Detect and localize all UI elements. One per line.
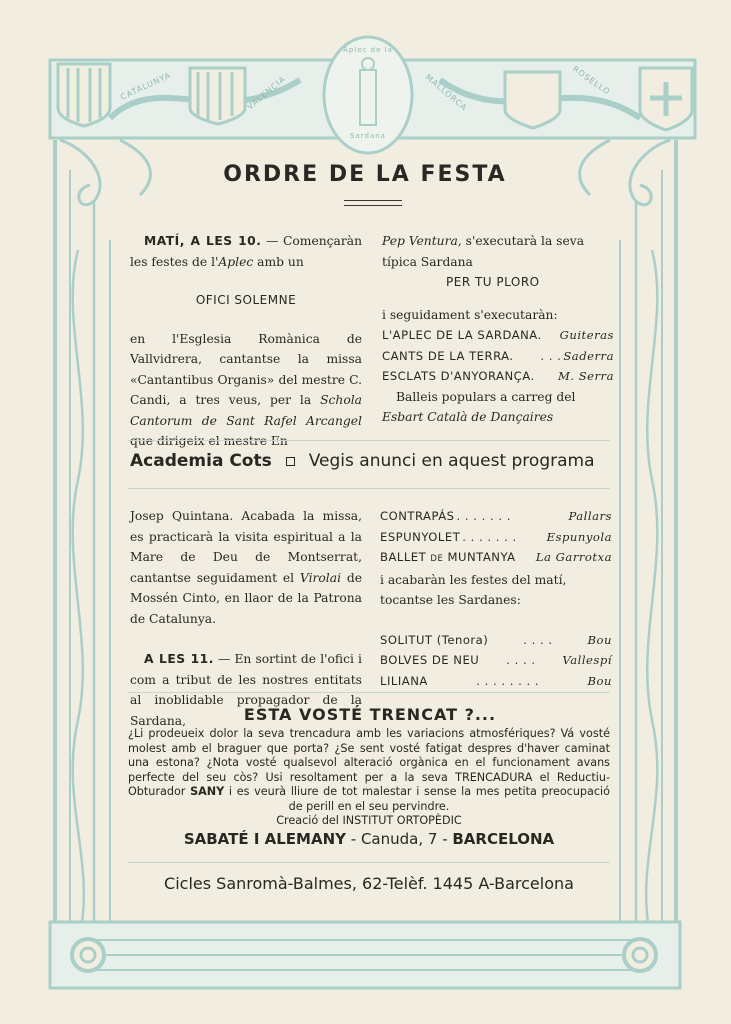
truss-sany: SANY [190, 785, 225, 798]
divider [128, 440, 610, 441]
left-column-2 [130, 506, 362, 731]
mati-tail: amb un [253, 254, 304, 269]
mati-paragraph [130, 231, 362, 272]
ad-academia-cots [130, 451, 610, 471]
esglesia-paragraph [130, 329, 362, 452]
item-composer: Pallars [568, 509, 612, 523]
schola-cantorum: Schola Cantorum de Sant Rafel Arcangel [130, 393, 362, 428]
seguidament: i seguidament s'executaràn: [382, 307, 558, 322]
item-title: LILIANA [380, 673, 428, 688]
right-column-2 [380, 506, 612, 691]
divider [128, 488, 610, 489]
ribbon-rosello: ROSELLO [570, 64, 612, 97]
item-composer: Espunyola [546, 529, 612, 544]
item-composer: La Garrotxa [535, 550, 612, 564]
item-title: SOLITUT (Tenora) [380, 632, 489, 647]
item-title: CONTRAPÁS [380, 509, 455, 523]
mati-heading: MATÍ, A LES 10. [144, 234, 262, 248]
item-composer: Saderra [563, 348, 614, 363]
esbart: Esbart Català de Dançaires [382, 410, 554, 424]
title-divider [344, 200, 402, 206]
aplec-word: Aplec [218, 254, 254, 269]
item-composer: Bou [587, 632, 612, 647]
item-title: ESPUNYOLET [380, 529, 461, 544]
virolai: Virolai [299, 570, 341, 585]
per-tu-ploro: PER TU PLORO [446, 275, 540, 289]
medallion-text-bottom: Sardana [350, 132, 386, 140]
ofici-solemne: OFICI SOLEMNE [195, 293, 297, 307]
program-item-aplec [382, 325, 614, 346]
balls-text: Balleis populars a carreg del [396, 389, 576, 404]
item-composer: Vallespí [562, 653, 612, 667]
square-bullet-icon [286, 457, 295, 466]
divider [128, 692, 610, 693]
esglesia-tail: que dirigeix el mestre En [130, 434, 288, 448]
item-dots: . . . . [506, 653, 536, 667]
program-item-espunyolet [380, 527, 612, 548]
page-title: ORDRE DE LA FESTA [223, 162, 507, 187]
right-column-1 [382, 231, 614, 428]
program-item-esclats [382, 366, 614, 387]
ribbon-mallorca: MALLORCA [423, 72, 469, 113]
ad-truss-title: ESTA VOSTÉ TRENCAT ?... [243, 705, 497, 724]
acabaran: i acabaràn les festes del matí, tocantse les Sardanes: [380, 572, 567, 607]
academia-cots-name: Academia Cots [130, 451, 272, 471]
ribbon-catalunya: CATALUNYA [119, 70, 173, 102]
item-composer: Bou [587, 673, 612, 688]
item-dots: . . . . . . . . [476, 673, 540, 688]
item-title: CANTS DE LA TERRA. [382, 348, 514, 363]
medallion-text-top: Aplec de la [343, 46, 393, 54]
item-dots: . . . . [523, 632, 553, 647]
item-dots: . . . [540, 348, 562, 363]
pep-ventura: Pep Ventura [382, 234, 458, 248]
left-column-1 [130, 231, 362, 452]
truss-paragraph [128, 727, 610, 814]
item-composer: Guiteras [559, 328, 614, 342]
program-item-liliana [380, 671, 612, 692]
ad-cicles-sanroma: Cicles Sanromà-Balmes, 62-Telèf. 1445 A-Barcelona [164, 874, 574, 893]
item-dots: . . . . . . . [456, 509, 511, 523]
esglesia-text: en l'Esglesia Romànica de Vallvidrera, cantantse la missa «Cantantibus Organis» del mestre C. Candi, a tres veus, per la [130, 331, 362, 407]
item-title: ESCLATS D'ANYORANÇA. [382, 369, 535, 383]
program-item-contrapas [380, 506, 612, 527]
item-title [380, 547, 516, 570]
quintana-paragraph [130, 506, 362, 629]
item-title: L'APLEC DE LA SARDANA. [382, 328, 542, 342]
ad-truss-body [128, 727, 610, 829]
sabate-name: SABATÉ I ALEMANY [183, 830, 346, 848]
item-dots: . . . . . . . [462, 529, 517, 544]
program-item-solitut [380, 630, 612, 651]
truss-text-tail: i es veurà lliure de tot malestar i sense la mes petita preocupació de perill en el seu pervindre. [224, 785, 610, 813]
truss-creacio: Creació del INSTITUT ORTOPÈDIC [276, 814, 462, 827]
balls-paragraph [382, 387, 614, 428]
truss-text: ¿Li prodeueix dolor la seva trencadura amb les variacions atmosfériques? Vá vosté molest amb el braguer que porta? ¿Se sent vosté fatigat despres d'haver caminat una estona? ¿Nota vosté qualsevol alteració orgànica en el funcionament avans perfecte del seu còs? Usi resoltament per a la seva TRENCADURA el Reductiu-Obturador [128, 727, 610, 798]
pep-ventura-text: , s'executarà la seva típica Sardana [382, 234, 585, 269]
ballet-word: BALLET [380, 550, 431, 564]
item-composer: M. Serra [557, 369, 614, 383]
ribbon-valencia: VALENCIA [245, 74, 288, 112]
sabate-address: - Canuda, 7 - [346, 830, 453, 848]
ad-sabate-alemany [128, 830, 610, 848]
mati-text: — Començaràn les festes de l' [130, 234, 362, 269]
les-onze-heading: A LES 11. [144, 652, 214, 666]
quintana-tail: de Mossén Cinto, en llaor de la Patrona de Catalunya. [130, 570, 362, 626]
program-item-ballet [380, 547, 612, 570]
item-title: BOLVES DE NEU [380, 653, 480, 667]
sabate-city: BARCELONA [452, 830, 555, 848]
les-onze-text: — En sortint de l'ofici i com a tribut de les nostres entitats al inoblidable propagador de la Sardana, [130, 652, 362, 728]
program-item-cants [382, 346, 614, 367]
program-item-bolves [380, 650, 612, 671]
ballet-muntanya: MUNTANYA [443, 550, 516, 564]
divider [128, 862, 610, 863]
ballet-de: DE [430, 554, 444, 564]
academia-cots-text: Vegis anunci en aquest programa [308, 451, 595, 471]
quintana-text: Josep Quintana. Acabada la missa, es practicarà la visita espiritual a la Mare de Deu de Montserrat, cantantse seguidament el [130, 509, 362, 585]
pep-ventura-paragraph [382, 231, 614, 272]
